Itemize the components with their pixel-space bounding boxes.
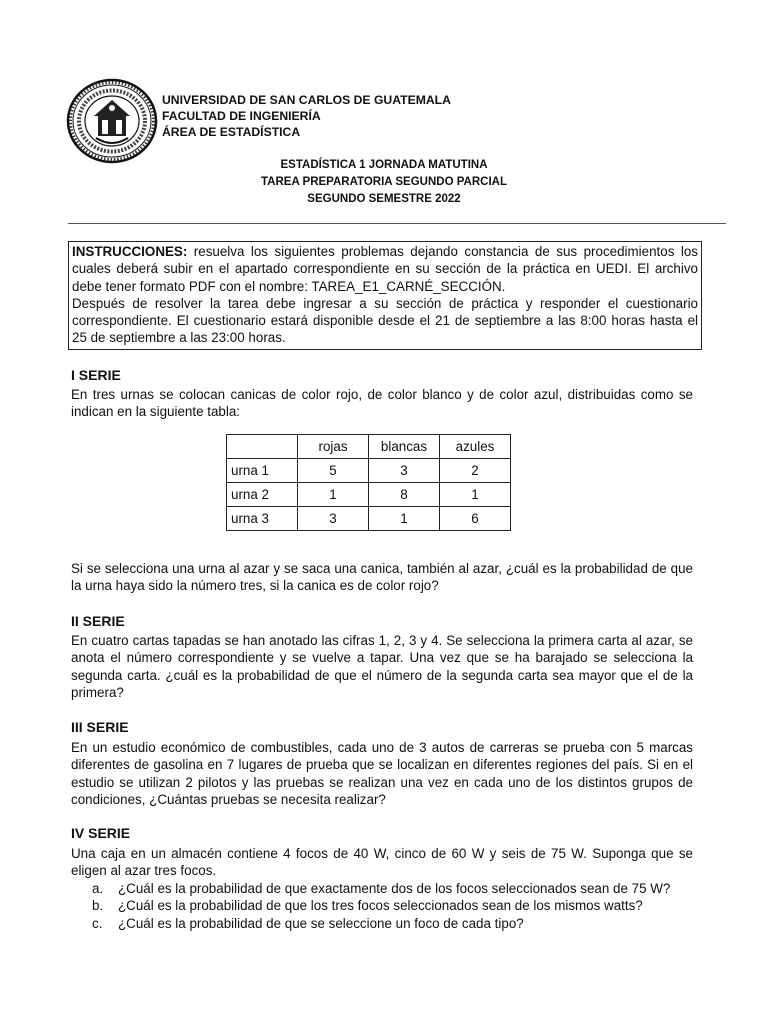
table-cell: 2 xyxy=(440,459,511,483)
list-item xyxy=(92,880,670,897)
table-header-row xyxy=(227,435,511,459)
university-seal-icon xyxy=(66,78,158,164)
table-cell: 5 xyxy=(298,459,369,483)
table-header-cell: blancas xyxy=(369,435,440,459)
list-item xyxy=(92,915,670,932)
serie-1-title: I SERIE xyxy=(71,367,121,383)
list-item-text: ¿Cuál es la probabilidad de que se seleccione un foco de cada tipo? xyxy=(118,915,524,931)
table-cell: 3 xyxy=(369,459,440,483)
instructions-text: resuelva los siguientes problemas dejando constancia de sus procedimientos los cuales deberá subir en el apartado correspondiente en su sección de la práctica en UEDI. El archivo debe tener formato PDF con el nombre: TAREA_E1_CARNÉ_SECCIÓN. xyxy=(72,244,698,294)
table-row xyxy=(227,483,511,507)
course-title: ESTADÍSTICA 1 JORNADA MATUTINA xyxy=(280,159,488,171)
table-cell: 1 xyxy=(298,483,369,507)
serie-1-intro: En tres urnas se colocan canicas de color rojo, de color blanco y de color azul, distribuidas como se indican en la siguiente tabla: xyxy=(71,387,693,420)
area-name: ÁREA DE ESTADÍSTICA xyxy=(162,125,301,139)
list-item-text: ¿Cuál es la probabilidad de que exactamente dos de los focos seleccionados sean de 75 W? xyxy=(118,881,671,896)
table-cell: urna 2 xyxy=(227,483,298,507)
table-row xyxy=(227,507,511,531)
header-divider xyxy=(68,223,726,224)
table-cell: urna 1 xyxy=(227,459,298,483)
list-item-label: c. xyxy=(92,915,103,931)
table-cell: 8 xyxy=(369,483,440,507)
serie-2-title: II SERIE xyxy=(71,613,125,629)
faculty-name: FACULTAD DE INGENIERÍA xyxy=(162,109,321,123)
table-header-cell: azules xyxy=(440,435,511,459)
serie-3-title: III SERIE xyxy=(71,719,129,735)
serie-2-text: En cuatro cartas tapadas se han anotado las cifras 1, 2, 3 y 4. Se selecciona la primera carta al azar, se anota el número correspondiente y se vuelve a tapar. Una vez que se ha barajado se selecciona la segunda carta. ¿cuál es la probabilidad de que el número de la segunda carta sea mayor que el de la primera? xyxy=(71,633,693,700)
list-item-text: ¿Cuál es la probabilidad de que los tres focos seleccionados sean de los mismos watts? xyxy=(118,898,643,914)
serie-4-title: IV SERIE xyxy=(71,825,131,841)
list-item-label: b. xyxy=(92,898,104,914)
university-name: UNIVERSIDAD DE SAN CARLOS DE GUATEMALA xyxy=(162,93,451,107)
list-item-label: a. xyxy=(92,881,104,896)
serie-1-question: Si se selecciona una urna al azar y se saca una canica, también al azar, ¿cuál es la probabilidad de que la urna haya sido la número tres, si la canica es de color rojo? xyxy=(71,561,693,594)
instructions-label: INSTRUCCIONES: xyxy=(72,244,188,259)
table-cell: 1 xyxy=(369,507,440,531)
serie-4-question-list xyxy=(92,880,670,932)
table-row xyxy=(227,459,511,483)
serie-3-text: En un estudio económico de combustibles, cada uno de 3 autos de carreras se prueba con 5 marcas diferentes de gasolina en 7 lugares de prueba que se localizan en diferentes regiones del país. Si en el estudio se utilizan 2 pilotos y las pruebas se realizan una vez en cada uno de los distintos grupos de condiciones, ¿Cuántas pruebas se necesita realizar? xyxy=(71,740,693,807)
task-title: TAREA PREPARATORIA SEGUNDO PARCIAL xyxy=(261,176,507,188)
urn-table xyxy=(226,434,511,531)
semester-title: SEGUNDO SEMESTRE 2022 xyxy=(307,193,461,205)
table-cell: 3 xyxy=(298,507,369,531)
table-cell: urna 3 xyxy=(227,507,298,531)
instructions-box xyxy=(68,241,702,350)
table-header-cell xyxy=(227,435,298,459)
table-cell: 6 xyxy=(440,507,511,531)
instructions-text-2: Después de resolver la tarea debe ingresar a su sección de práctica y responder el cuestionario correspondiente. El cuestionario estará disponible desde el 21 de septiembre a las 8:00 horas hasta el 25 de septiembre a las 23:00 horas. xyxy=(72,295,698,346)
table-cell: 1 xyxy=(440,483,511,507)
table-header-cell: rojas xyxy=(298,435,369,459)
institution-header xyxy=(162,92,451,140)
serie-4-text: Una caja en un almacén contiene 4 focos de 40 W, cinco de 60 W y seis de 75 W. Suponga que se eligen al azar tres focos. xyxy=(71,846,693,879)
list-item xyxy=(92,897,670,914)
